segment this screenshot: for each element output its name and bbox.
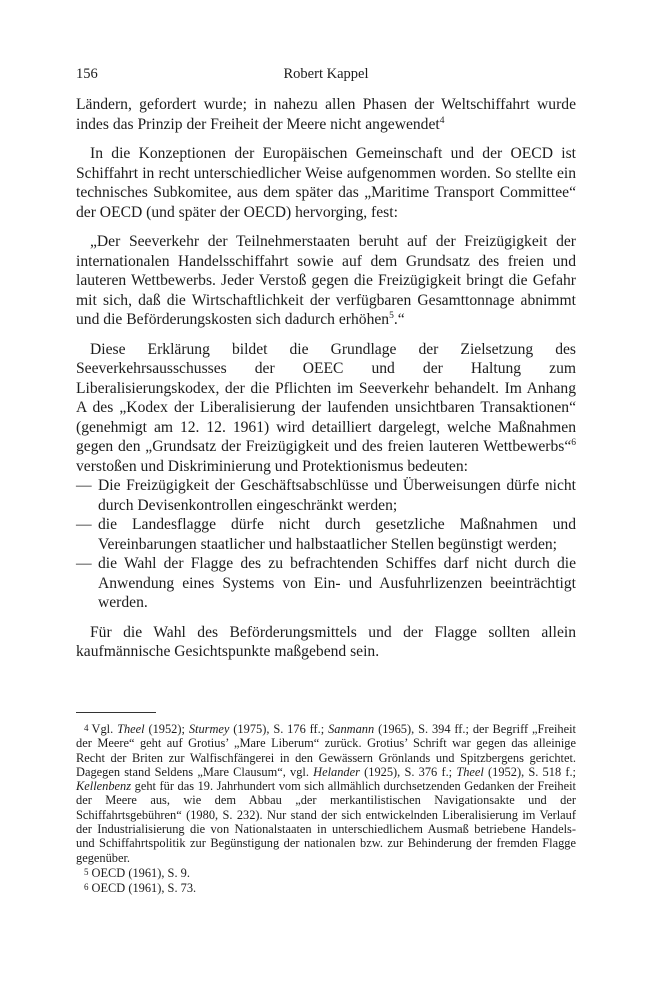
running-header [76, 66, 576, 86]
cited-author: Theel [456, 764, 484, 779]
list-item [76, 476, 576, 515]
paragraph-3-text-b: verstoßen und Diskriminierung und Protektionismus bedeuten: [76, 457, 468, 475]
dash-marker: — [76, 477, 92, 494]
footnote-ref-4: 4 [439, 115, 445, 126]
block-quote-end: .“ [393, 311, 405, 328]
paragraph-1 [76, 95, 576, 134]
paragraph-3-text-a: Diese Erklärung bildet die Grundlage der Zielsetzung des Seeverkehrsausschusses der OEEC und der Haltung zum Liberalisierungskodex, der die Pflichten im Seeverkehr behandelt. Im Anhang A des „Kodex der Liberalisierung der laufenden unsichtbaren Transaktionen“ (genehmigt am 12. 12. 1961) wird detailliert dargelegt, welche Maßnahmen gegen den „Grundsatz der Freizügigkeit und des freien lauteren Wettbewerbs“ [76, 340, 576, 455]
footnote-4: 4 Vgl. Theel (1952); Sturmey (1975), S. 176 ff.; Sanmann (1965), S. 394 ff.; der Begriff „Freiheit der Meere“ geht auf Grotius’ „Mare Liberum“ zurück. Grotius’ Schrift war gegen das alleinige Recht der Briten zur Walfischfängerei in den Gewässern Grönlands und Spitzbergens gerichtet. Dagegen stand Seldens „Mare Clausum“, vgl. Helander (1925), S. 376 f.; Theel (1952), S. 518 f.; Kellenbenz geht für das 19. Jahrhundert vom sich allmählich durchsetzenden Gedanken der Freiheit der Meere aus, wie dem Abbau „der merkantilistischen Navigationsakte und der Schiffahrtsgebühren“ (1980, S. 232). Nur stand der sich entwickelnden Liberalisierung im Verlauf der Industrialisierung die von Nationalstaaten in unterschiedlichem Ausmaß betriebene Handels- und Schiffahrtspolitik zur Begünstigung der nationalen bzw. zur Behinderung der fremden Flagge gegenüber. [76, 722, 577, 865]
block-quote-text: „Der Seeverkehr der Teilnehmerstaaten beruht auf der Freizügigkeit der internationalen Handelsschiffahrt sowie auf dem Grundsatz des freien und lauteren Wettbewerbs. Jeder Verstoß gegen die Freizügigkeit bringt die Gefahr mit sich, daß die Wirtschaftlichkeit der verfügbaren Gesamttonnage abnimmt und die Beförderungskosten sich dadurch erhöhen [76, 233, 576, 328]
running-author: Robert Kappel [283, 66, 369, 82]
footnote-text: OECD (1961), S. 9. [91, 865, 190, 880]
body-text [76, 95, 576, 662]
cited-author: Sturmey [188, 722, 230, 736]
footnote-number: 6 [84, 882, 89, 893]
cited-author: Helander [313, 764, 360, 779]
list-item [76, 554, 576, 613]
paragraph-3 [76, 340, 576, 477]
block-quote [76, 232, 576, 330]
footnote-5 [76, 865, 576, 880]
list-item-text: die Landesflagge dürfe nicht durch gesetzliche Maßnahmen und Vereinbarungen staatlicher und halbstaatlicher Stellen begünstigt werden; [98, 516, 576, 553]
cited-author: Kellenbenz [76, 779, 132, 794]
footnote-ref-6: 6 [571, 438, 576, 448]
list-item-text: die Wahl der Flagge des zu befrachtenden Schiffes darf nicht durch die Anwendung eines Systems von Ein- und Ausfuhrlizenzen beeinträchtigt werden. [98, 555, 576, 611]
footnote-6 [76, 880, 576, 895]
paragraph-2: In die Konzeptionen der Europäischen Gemeinschaft und der OECD ist Schiffahrt in recht unterschiedlicher Weise aufgenommen worden. So stellte ein technisches Subkomitee, aus dem später das „Maritime Transport Committee“ der OECD (und später der OECD) hervorging, fest: [76, 145, 576, 221]
dash-marker: — [76, 555, 92, 572]
cited-author: Sanmann [328, 722, 375, 736]
list-item-text: Die Freizügigkeit der Geschäftsabschlüsse und Überweisungen dürfe nicht durch Devisenkontrollen eingeschränkt werden; [98, 477, 576, 514]
footnote-ref-5: 5 [389, 311, 394, 321]
paragraph-1-text: Ländern, gefordert wurde; in nahezu allen Phasen der Weltschiffahrt wurde indes das Prinzip der Freiheit der Meere nicht angewendet [76, 96, 576, 133]
footnote-separator [76, 712, 156, 713]
cited-author: Theel [117, 722, 145, 736]
footnote-text: OECD (1961), S. 73. [91, 881, 197, 896]
dash-marker: — [76, 516, 92, 533]
footnote-number: 5 [84, 866, 89, 877]
paragraph-4: Für die Wahl des Beförderungsmittels und der Flagge sollten allein kaufmännische Gesichtspunkte maßgebend sein. [76, 623, 576, 660]
list-item [76, 515, 576, 554]
footnote-number: 4 [84, 723, 89, 733]
page-number: 156 [76, 66, 98, 82]
footnotes [76, 721, 576, 896]
